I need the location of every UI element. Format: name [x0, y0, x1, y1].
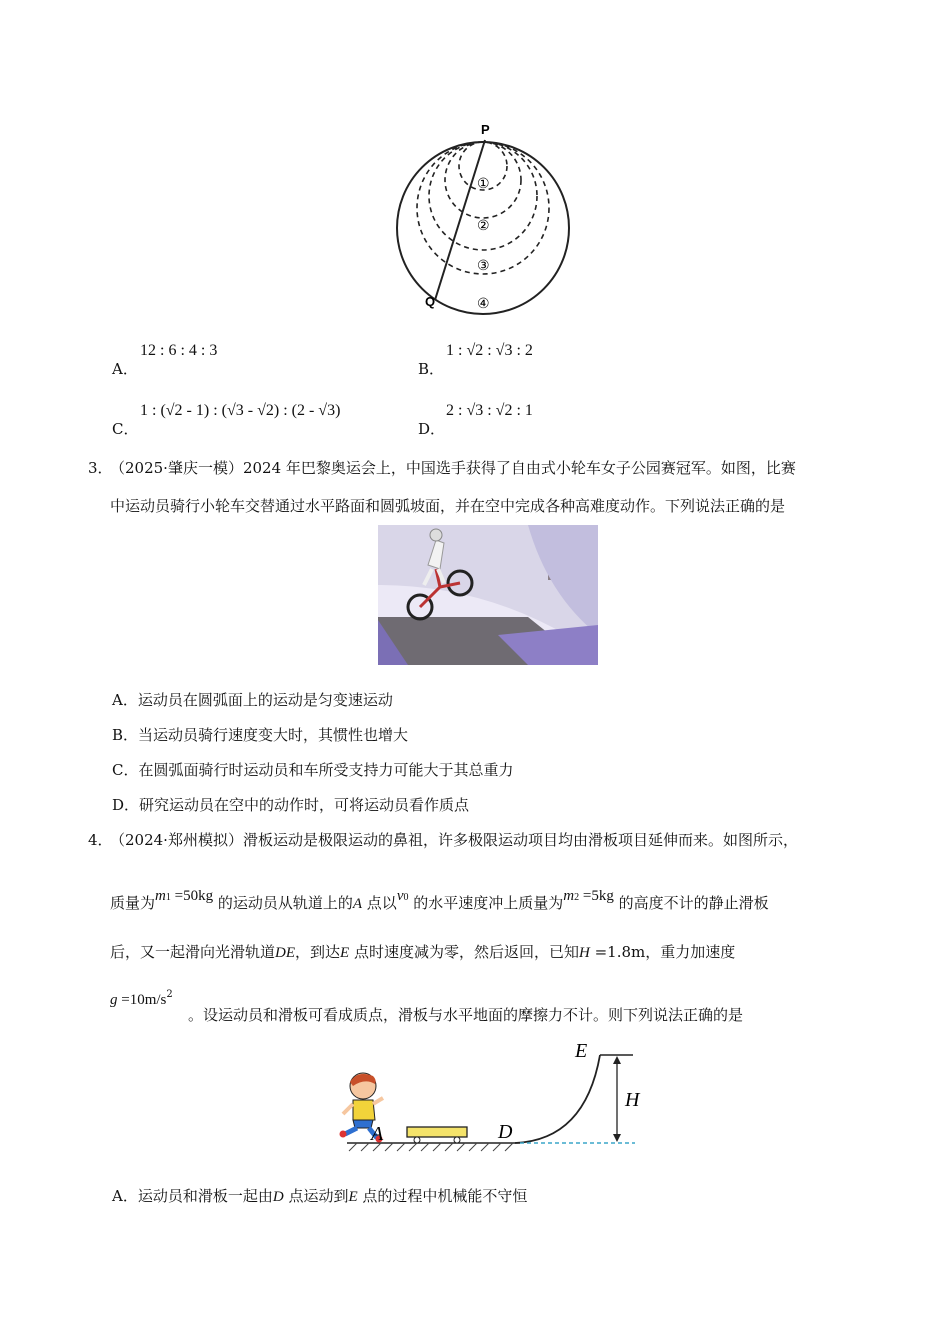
q4-option-a: A．运动员和滑板一起由D 点运动到E 点的过程中机械能不守恒	[112, 1187, 528, 1205]
q4-stem-line3: 后，又一起滑向光滑轨道DE，到达E 点时速度减为零，然后返回，已知H =1.8m，重力加速度	[110, 943, 736, 961]
skateboard	[407, 1127, 467, 1137]
label-a: A	[371, 1123, 384, 1145]
label-q: Q	[425, 294, 436, 309]
q3-stem-line2: 中运动员骑行小轮车交替通过水平路面和圆弧坡面，并在空中完成各种高难度动作。下列说法正确的是	[110, 497, 786, 515]
q3-option-a: A．运动员在圆弧面上的运动是匀变速运动	[112, 691, 393, 709]
q4-number: 4．	[88, 831, 113, 849]
q3-stem-line1: （2025·肇庆一模）2024 年巴黎奥运会上，中国选手获得了自由式小轮车女子公园赛冠军。如图，比赛	[110, 459, 796, 477]
bmx-photo	[378, 525, 598, 665]
q4-g-value: $g =10m/s^2$	[110, 989, 173, 1008]
circle-3	[417, 142, 549, 274]
label-e: E	[575, 1040, 588, 1062]
circles-figure	[395, 118, 585, 318]
q3-option-c: C．在圆弧面骑行时运动员和车所受支持力可能大于其总重力	[112, 761, 514, 779]
q3-option-d: D．研究运动员在空中的动作时，可将运动员看作质点	[112, 796, 470, 814]
label-circle-2: ②	[477, 218, 490, 234]
label-h: H	[625, 1089, 640, 1111]
label-p: P	[481, 122, 490, 137]
q3-number: 3．	[88, 459, 113, 477]
q3-option-b: B．当运动员骑行速度变大时，其惯性也增大	[112, 726, 409, 744]
q4-stem-line2: 质量为m1 =50kg 的运动员从轨道上的A 点以v0 的水平速度冲上质量为m2 =5kg 的高度不计的静止滑板	[110, 888, 769, 912]
label-d: D	[498, 1121, 513, 1143]
track-figure	[325, 1040, 645, 1160]
q4-stem-line1: （2024·郑州模拟）滑板运动是极限运动的鼻祖，许多极限运动项目均由滑板项目延伸而来。如图所示，	[110, 831, 798, 849]
label-circle-1: ①	[477, 176, 490, 192]
curved-track	[515, 1055, 600, 1143]
label-circle-4: ④	[477, 296, 490, 312]
label-circle-3: ③	[477, 258, 490, 274]
q4-stem-line4: 。设运动员和滑板可看成质点，滑板与水平地面的摩擦力不计。则下列说法正确的是	[188, 1006, 744, 1024]
